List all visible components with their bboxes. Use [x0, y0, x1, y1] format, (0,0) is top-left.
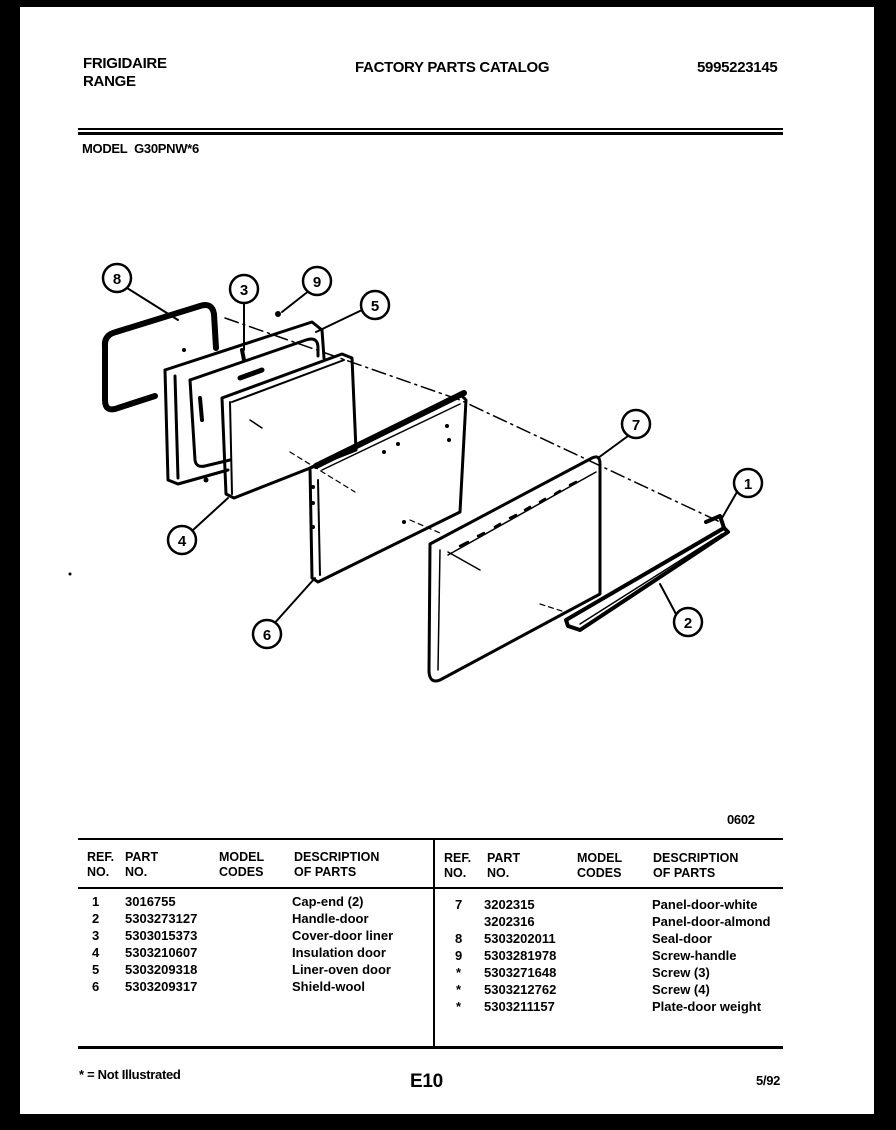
table-row: 5303202011 — [484, 931, 556, 946]
catalog-number: 5995223145 — [697, 59, 778, 76]
header-model-codes-right: MODEL CODES — [577, 851, 623, 880]
table-row: * — [456, 965, 462, 980]
table-row: 5303015373 — [125, 928, 198, 943]
table-header-rule — [78, 887, 783, 889]
product-type: RANGE — [83, 73, 136, 90]
table-row: 4 — [92, 945, 100, 960]
table-row: 3 — [92, 928, 100, 943]
part-panel-door — [429, 457, 600, 681]
table-row: Screw (3) — [652, 965, 710, 980]
header-description-right: DESCRIPTION OF PARTS — [653, 851, 739, 880]
table-row: Screw (4) — [652, 982, 710, 997]
table-row: 5303273127 — [125, 911, 198, 926]
table-row: Liner-oven door — [292, 962, 391, 977]
table-row: 5303281978 — [484, 948, 557, 963]
svg-text:1: 1 — [743, 476, 753, 493]
table-row: Handle-door — [292, 911, 369, 926]
table-top-rule — [78, 838, 783, 840]
part-shield-wool — [310, 393, 466, 582]
table-row: Panel-door-almond — [652, 914, 771, 929]
page-code: E10 — [410, 1071, 443, 1092]
svg-text:6: 6 — [262, 627, 272, 644]
table-row: 5303212762 — [484, 982, 557, 997]
table-row: Seal-door — [652, 931, 712, 946]
table-row: * — [456, 999, 462, 1014]
catalog-title: FACTORY PARTS CATALOG — [355, 59, 550, 76]
model-value: G30PNW*6 — [134, 141, 199, 156]
table-row: 8 — [455, 931, 463, 946]
part-seal-door — [105, 305, 216, 409]
table-row: * — [456, 982, 462, 997]
header-part-no-right: PART NO. — [487, 851, 521, 880]
header-ref-no-left: REF. NO. — [87, 850, 115, 879]
table-row: 3202316 — [484, 914, 535, 929]
table-row: 3202315 — [484, 897, 535, 912]
diagram-code: 0602 — [727, 812, 755, 827]
part-handle-door — [566, 516, 728, 630]
table-row: Cover-door liner — [292, 928, 394, 943]
table-row: 5303211157 — [484, 999, 555, 1014]
table-row: 5303271648 — [484, 965, 557, 980]
table-row: Cap-end (2) — [292, 894, 364, 909]
table-row: Plate-door weight — [652, 999, 762, 1014]
svg-text:9: 9 — [312, 274, 322, 291]
panel-vent-slots — [460, 482, 576, 546]
not-illustrated-note: * = Not Illustrated — [79, 1067, 181, 1082]
brand-name: FRIGIDAIRE — [83, 55, 167, 72]
table-row: 2 — [92, 911, 100, 926]
table-row: Shield-wool — [292, 979, 365, 994]
table-row: 7 — [455, 897, 463, 912]
svg-text:3: 3 — [239, 282, 249, 299]
svg-text:5: 5 — [370, 298, 380, 315]
header-description-left: DESCRIPTION OF PARTS — [294, 850, 380, 879]
table-row: Insulation door — [292, 945, 386, 960]
svg-text:4: 4 — [177, 533, 187, 550]
table-row: 1 — [92, 894, 100, 909]
fastener-dots — [69, 311, 452, 576]
header-part-no-left: PART NO. — [125, 850, 159, 879]
svg-text:2: 2 — [683, 615, 693, 632]
svg-text:8: 8 — [112, 271, 122, 288]
svg-text:7: 7 — [631, 417, 641, 434]
table-row: 5 — [92, 962, 100, 977]
table-row: Panel-door-white — [652, 897, 758, 912]
table-row: 5303210607 — [125, 945, 198, 960]
table-row: Screw-handle — [652, 948, 737, 963]
table-row: 3016755 — [125, 894, 176, 909]
table-row: 5303209318 — [125, 962, 198, 977]
table-bottom-rule — [78, 1046, 783, 1049]
table-row: 9 — [455, 948, 463, 963]
revision-date: 5/92 — [756, 1073, 781, 1088]
model-label: MODEL — [82, 141, 128, 156]
table-divider — [433, 838, 435, 1048]
header-ref-no-right: REF. NO. — [444, 851, 472, 880]
table-row: 5303209317 — [125, 979, 198, 994]
header-model-codes-left: MODEL CODES — [219, 850, 265, 879]
table-row: 6 — [92, 979, 100, 994]
